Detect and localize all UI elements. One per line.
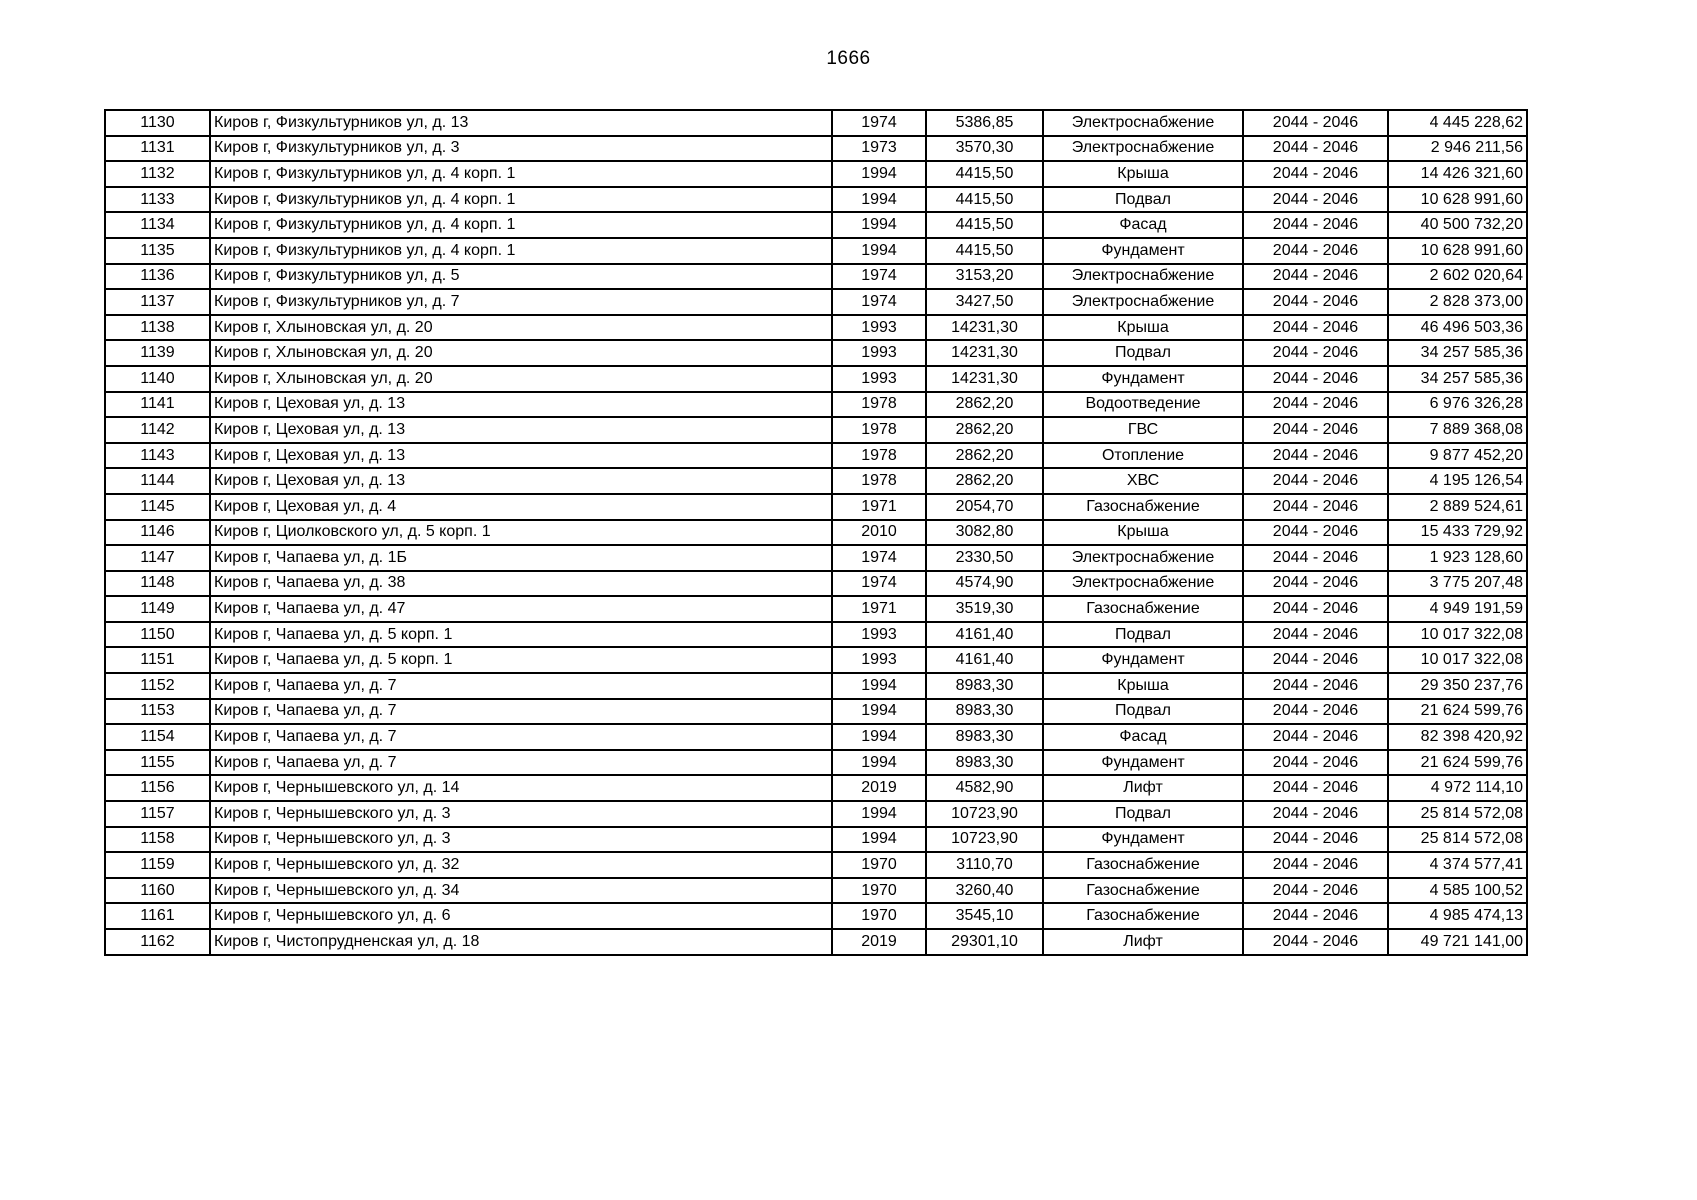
work-type-cell: ХВС: [1043, 468, 1243, 494]
work-type-cell: Электроснабжение: [1043, 545, 1243, 571]
area-cell: 4582,90: [926, 775, 1043, 801]
cost-cell: 1 923 128,60: [1388, 545, 1527, 571]
address-cell: Киров г, Чапаева ул, д. 5 корп. 1: [210, 622, 832, 648]
area-cell: 8983,30: [926, 673, 1043, 699]
table-row: [105, 801, 1527, 827]
work-type-cell: Электроснабжение: [1043, 289, 1243, 315]
year-built-cell: 1978: [832, 468, 926, 494]
year-built-cell: 1974: [832, 289, 926, 315]
cost-cell: 6 976 326,28: [1388, 392, 1527, 418]
table-row: [105, 289, 1527, 315]
row-number-cell: 1139: [105, 340, 210, 366]
row-number-cell: 1161: [105, 903, 210, 929]
area-cell: 2862,20: [926, 392, 1043, 418]
address-cell: Киров г, Цеховая ул, д. 13: [210, 417, 832, 443]
work-type-cell: Газоснабжение: [1043, 596, 1243, 622]
work-type-cell: Крыша: [1043, 161, 1243, 187]
year-built-cell: 1994: [832, 699, 926, 725]
cost-cell: 21 624 599,76: [1388, 699, 1527, 725]
table-row: [105, 494, 1527, 520]
area-cell: 4415,50: [926, 212, 1043, 238]
address-cell: Киров г, Чернышевского ул, д. 34: [210, 878, 832, 904]
period-cell: 2044 - 2046: [1243, 264, 1388, 290]
year-built-cell: 1994: [832, 801, 926, 827]
table-row: [105, 827, 1527, 853]
address-cell: Киров г, Циолковского ул, д. 5 корп. 1: [210, 520, 832, 546]
table-row: [105, 903, 1527, 929]
area-cell: 4415,50: [926, 187, 1043, 213]
cost-cell: 4 972 114,10: [1388, 775, 1527, 801]
period-cell: 2044 - 2046: [1243, 238, 1388, 264]
work-type-cell: Фундамент: [1043, 238, 1243, 264]
year-built-cell: 1994: [832, 212, 926, 238]
page-number: 1666: [826, 48, 871, 69]
work-type-cell: Фасад: [1043, 724, 1243, 750]
year-built-cell: 1974: [832, 110, 926, 136]
cost-cell: 15 433 729,92: [1388, 520, 1527, 546]
table-row: [105, 187, 1527, 213]
row-number-cell: 1157: [105, 801, 210, 827]
work-type-cell: Подвал: [1043, 622, 1243, 648]
table-row: [105, 750, 1527, 776]
area-cell: 14231,30: [926, 340, 1043, 366]
period-cell: 2044 - 2046: [1243, 571, 1388, 597]
work-type-cell: Подвал: [1043, 340, 1243, 366]
work-type-cell: Фундамент: [1043, 366, 1243, 392]
period-cell: 2044 - 2046: [1243, 212, 1388, 238]
year-built-cell: 1993: [832, 647, 926, 673]
cost-cell: 25 814 572,08: [1388, 827, 1527, 853]
table-row: [105, 545, 1527, 571]
area-cell: 3427,50: [926, 289, 1043, 315]
row-number-cell: 1145: [105, 494, 210, 520]
area-cell: 5386,85: [926, 110, 1043, 136]
row-number-cell: 1130: [105, 110, 210, 136]
row-number-cell: 1150: [105, 622, 210, 648]
area-cell: 8983,30: [926, 750, 1043, 776]
year-built-cell: 1994: [832, 724, 926, 750]
cost-cell: 21 624 599,76: [1388, 750, 1527, 776]
address-cell: Киров г, Чапаева ул, д. 7: [210, 724, 832, 750]
area-cell: 2054,70: [926, 494, 1043, 520]
row-number-cell: 1159: [105, 852, 210, 878]
cost-cell: 10 017 322,08: [1388, 647, 1527, 673]
row-number-cell: 1133: [105, 187, 210, 213]
table-row: [105, 852, 1527, 878]
address-cell: Киров г, Чернышевского ул, д. 6: [210, 903, 832, 929]
table-row: [105, 878, 1527, 904]
row-number-cell: 1151: [105, 647, 210, 673]
row-number-cell: 1149: [105, 596, 210, 622]
row-number-cell: 1142: [105, 417, 210, 443]
year-built-cell: 1994: [832, 827, 926, 853]
work-type-cell: Лифт: [1043, 775, 1243, 801]
table-row: [105, 264, 1527, 290]
period-cell: 2044 - 2046: [1243, 366, 1388, 392]
work-type-cell: Фасад: [1043, 212, 1243, 238]
address-cell: Киров г, Чапаева ул, д. 7: [210, 750, 832, 776]
work-type-cell: Электроснабжение: [1043, 110, 1243, 136]
period-cell: 2044 - 2046: [1243, 545, 1388, 571]
row-number-cell: 1143: [105, 443, 210, 469]
row-number-cell: 1158: [105, 827, 210, 853]
address-cell: Киров г, Цеховая ул, д. 13: [210, 443, 832, 469]
cost-cell: 46 496 503,36: [1388, 315, 1527, 341]
address-cell: Киров г, Чернышевского ул, д. 3: [210, 801, 832, 827]
cost-cell: 2 946 211,56: [1388, 136, 1527, 162]
address-cell: Киров г, Чапаева ул, д. 1Б: [210, 545, 832, 571]
period-cell: 2044 - 2046: [1243, 903, 1388, 929]
work-type-cell: Фундамент: [1043, 750, 1243, 776]
year-built-cell: 1993: [832, 622, 926, 648]
address-cell: Киров г, Чапаева ул, д. 5 корп. 1: [210, 647, 832, 673]
cost-cell: 82 398 420,92: [1388, 724, 1527, 750]
cost-cell: 2 602 020,64: [1388, 264, 1527, 290]
cost-cell: 40 500 732,20: [1388, 212, 1527, 238]
cost-cell: 14 426 321,60: [1388, 161, 1527, 187]
table-row: [105, 417, 1527, 443]
work-type-cell: Электроснабжение: [1043, 136, 1243, 162]
period-cell: 2044 - 2046: [1243, 520, 1388, 546]
table-row: [105, 315, 1527, 341]
address-cell: Киров г, Хлыновская ул, д. 20: [210, 340, 832, 366]
area-cell: 10723,90: [926, 801, 1043, 827]
row-number-cell: 1134: [105, 212, 210, 238]
table-row: [105, 392, 1527, 418]
year-built-cell: 1994: [832, 673, 926, 699]
cost-cell: 4 949 191,59: [1388, 596, 1527, 622]
table-body: [105, 110, 1527, 955]
year-built-cell: 1978: [832, 443, 926, 469]
area-cell: 8983,30: [926, 699, 1043, 725]
year-built-cell: 1993: [832, 340, 926, 366]
address-cell: Киров г, Чернышевского ул, д. 3: [210, 827, 832, 853]
table-row: [105, 724, 1527, 750]
address-cell: Киров г, Физкультурников ул, д. 4 корп. 1: [210, 161, 832, 187]
year-built-cell: 1994: [832, 187, 926, 213]
period-cell: 2044 - 2046: [1243, 852, 1388, 878]
work-type-cell: Газоснабжение: [1043, 878, 1243, 904]
work-type-cell: Крыша: [1043, 520, 1243, 546]
year-built-cell: 1994: [832, 750, 926, 776]
year-built-cell: 1971: [832, 494, 926, 520]
period-cell: 2044 - 2046: [1243, 699, 1388, 725]
row-number-cell: 1131: [105, 136, 210, 162]
area-cell: 3570,30: [926, 136, 1043, 162]
table-row: [105, 161, 1527, 187]
area-cell: 3153,20: [926, 264, 1043, 290]
work-type-cell: Газоснабжение: [1043, 903, 1243, 929]
cost-cell: 34 257 585,36: [1388, 340, 1527, 366]
row-number-cell: 1156: [105, 775, 210, 801]
address-cell: Киров г, Физкультурников ул, д. 3: [210, 136, 832, 162]
area-cell: 3082,80: [926, 520, 1043, 546]
year-built-cell: 1974: [832, 264, 926, 290]
row-number-cell: 1140: [105, 366, 210, 392]
table-row: [105, 699, 1527, 725]
work-type-cell: Газоснабжение: [1043, 494, 1243, 520]
address-cell: Киров г, Физкультурников ул, д. 4 корп. 1: [210, 187, 832, 213]
period-cell: 2044 - 2046: [1243, 136, 1388, 162]
area-cell: 4161,40: [926, 622, 1043, 648]
work-type-cell: Водоотведение: [1043, 392, 1243, 418]
cost-cell: 7 889 368,08: [1388, 417, 1527, 443]
period-cell: 2044 - 2046: [1243, 647, 1388, 673]
row-number-cell: 1152: [105, 673, 210, 699]
area-cell: 3545,10: [926, 903, 1043, 929]
row-number-cell: 1132: [105, 161, 210, 187]
area-cell: 2862,20: [926, 468, 1043, 494]
area-cell: 4415,50: [926, 238, 1043, 264]
period-cell: 2044 - 2046: [1243, 775, 1388, 801]
period-cell: 2044 - 2046: [1243, 596, 1388, 622]
area-cell: 3110,70: [926, 852, 1043, 878]
period-cell: 2044 - 2046: [1243, 468, 1388, 494]
table-row: [105, 110, 1527, 136]
period-cell: 2044 - 2046: [1243, 187, 1388, 213]
cost-cell: 4 585 100,52: [1388, 878, 1527, 904]
table-row: [105, 136, 1527, 162]
area-cell: 4415,50: [926, 161, 1043, 187]
year-built-cell: 1994: [832, 238, 926, 264]
period-cell: 2044 - 2046: [1243, 494, 1388, 520]
cost-cell: 25 814 572,08: [1388, 801, 1527, 827]
period-cell: 2044 - 2046: [1243, 417, 1388, 443]
row-number-cell: 1154: [105, 724, 210, 750]
year-built-cell: 1978: [832, 417, 926, 443]
area-cell: 4574,90: [926, 571, 1043, 597]
cost-cell: 2 889 524,61: [1388, 494, 1527, 520]
year-built-cell: 1970: [832, 852, 926, 878]
area-cell: 4161,40: [926, 647, 1043, 673]
address-cell: Киров г, Цеховая ул, д. 13: [210, 392, 832, 418]
period-cell: 2044 - 2046: [1243, 289, 1388, 315]
row-number-cell: 1147: [105, 545, 210, 571]
table-row: [105, 238, 1527, 264]
row-number-cell: 1144: [105, 468, 210, 494]
address-cell: Киров г, Чапаева ул, д. 47: [210, 596, 832, 622]
period-cell: 2044 - 2046: [1243, 110, 1388, 136]
area-cell: 3260,40: [926, 878, 1043, 904]
year-built-cell: 1974: [832, 545, 926, 571]
row-number-cell: 1162: [105, 929, 210, 955]
area-cell: 14231,30: [926, 366, 1043, 392]
address-cell: Киров г, Физкультурников ул, д. 4 корп. 1: [210, 238, 832, 264]
period-cell: 2044 - 2046: [1243, 878, 1388, 904]
table-row: [105, 775, 1527, 801]
year-built-cell: 1993: [832, 366, 926, 392]
work-type-cell: Крыша: [1043, 315, 1243, 341]
work-type-cell: Подвал: [1043, 187, 1243, 213]
cost-cell: 4 985 474,13: [1388, 903, 1527, 929]
address-cell: Киров г, Чапаева ул, д. 7: [210, 673, 832, 699]
work-type-cell: Лифт: [1043, 929, 1243, 955]
table-row: [105, 596, 1527, 622]
period-cell: 2044 - 2046: [1243, 673, 1388, 699]
table-row: [105, 340, 1527, 366]
address-cell: Киров г, Чернышевского ул, д. 14: [210, 775, 832, 801]
cost-cell: 4 374 577,41: [1388, 852, 1527, 878]
period-cell: 2044 - 2046: [1243, 724, 1388, 750]
period-cell: 2044 - 2046: [1243, 929, 1388, 955]
address-cell: Киров г, Чистопрудненская ул, д. 18: [210, 929, 832, 955]
table-row: [105, 468, 1527, 494]
area-cell: 2330,50: [926, 545, 1043, 571]
work-type-cell: Фундамент: [1043, 647, 1243, 673]
table-row: [105, 366, 1527, 392]
year-built-cell: 1978: [832, 392, 926, 418]
table-row: [105, 622, 1527, 648]
table-row: [105, 647, 1527, 673]
work-type-cell: Электроснабжение: [1043, 264, 1243, 290]
year-built-cell: 2019: [832, 929, 926, 955]
table-row: [105, 443, 1527, 469]
address-cell: Киров г, Физкультурников ул, д. 5: [210, 264, 832, 290]
period-cell: 2044 - 2046: [1243, 161, 1388, 187]
area-cell: 3519,30: [926, 596, 1043, 622]
address-cell: Киров г, Физкультурников ул, д. 4 корп. 1: [210, 212, 832, 238]
table-row: [105, 520, 1527, 546]
year-built-cell: 1970: [832, 878, 926, 904]
cost-cell: 4 445 228,62: [1388, 110, 1527, 136]
cost-cell: 49 721 141,00: [1388, 929, 1527, 955]
year-built-cell: 1993: [832, 315, 926, 341]
period-cell: 2044 - 2046: [1243, 622, 1388, 648]
period-cell: 2044 - 2046: [1243, 827, 1388, 853]
row-number-cell: 1146: [105, 520, 210, 546]
year-built-cell: 1973: [832, 136, 926, 162]
cost-cell: 9 877 452,20: [1388, 443, 1527, 469]
row-number-cell: 1135: [105, 238, 210, 264]
address-cell: Киров г, Хлыновская ул, д. 20: [210, 315, 832, 341]
work-type-cell: Подвал: [1043, 801, 1243, 827]
period-cell: 2044 - 2046: [1243, 801, 1388, 827]
work-type-cell: Подвал: [1043, 699, 1243, 725]
area-cell: 2862,20: [926, 443, 1043, 469]
cost-cell: 34 257 585,36: [1388, 366, 1527, 392]
address-cell: Киров г, Чапаева ул, д. 38: [210, 571, 832, 597]
row-number-cell: 1136: [105, 264, 210, 290]
year-built-cell: 1971: [832, 596, 926, 622]
year-built-cell: 1970: [832, 903, 926, 929]
cost-cell: 3 775 207,48: [1388, 571, 1527, 597]
row-number-cell: 1138: [105, 315, 210, 341]
cost-cell: 2 828 373,00: [1388, 289, 1527, 315]
work-type-cell: Газоснабжение: [1043, 852, 1243, 878]
row-number-cell: 1160: [105, 878, 210, 904]
table-row: [105, 673, 1527, 699]
year-built-cell: 1994: [832, 161, 926, 187]
period-cell: 2044 - 2046: [1243, 392, 1388, 418]
cost-cell: 29 350 237,76: [1388, 673, 1527, 699]
work-type-cell: Отопление: [1043, 443, 1243, 469]
address-cell: Киров г, Физкультурников ул, д. 7: [210, 289, 832, 315]
address-cell: Киров г, Физкультурников ул, д. 13: [210, 110, 832, 136]
row-number-cell: 1148: [105, 571, 210, 597]
area-cell: 14231,30: [926, 315, 1043, 341]
year-built-cell: 2010: [832, 520, 926, 546]
work-type-cell: Электроснабжение: [1043, 571, 1243, 597]
cost-cell: 4 195 126,54: [1388, 468, 1527, 494]
period-cell: 2044 - 2046: [1243, 750, 1388, 776]
address-cell: Киров г, Цеховая ул, д. 13: [210, 468, 832, 494]
period-cell: 2044 - 2046: [1243, 315, 1388, 341]
work-type-cell: Крыша: [1043, 673, 1243, 699]
area-cell: 10723,90: [926, 827, 1043, 853]
cost-cell: 10 017 322,08: [1388, 622, 1527, 648]
address-cell: Киров г, Хлыновская ул, д. 20: [210, 366, 832, 392]
row-number-cell: 1153: [105, 699, 210, 725]
address-cell: Киров г, Цеховая ул, д. 4: [210, 494, 832, 520]
year-built-cell: 1974: [832, 571, 926, 597]
row-number-cell: 1137: [105, 289, 210, 315]
table-row: [105, 929, 1527, 955]
repair-schedule-table: [104, 109, 1528, 956]
row-number-cell: 1141: [105, 392, 210, 418]
work-type-cell: Фундамент: [1043, 827, 1243, 853]
area-cell: 8983,30: [926, 724, 1043, 750]
table-row: [105, 212, 1527, 238]
row-number-cell: 1155: [105, 750, 210, 776]
cost-cell: 10 628 991,60: [1388, 238, 1527, 264]
area-cell: 29301,10: [926, 929, 1043, 955]
table-row: [105, 571, 1527, 597]
address-cell: Киров г, Чернышевского ул, д. 32: [210, 852, 832, 878]
work-type-cell: ГВС: [1043, 417, 1243, 443]
cost-cell: 10 628 991,60: [1388, 187, 1527, 213]
year-built-cell: 2019: [832, 775, 926, 801]
area-cell: 2862,20: [926, 417, 1043, 443]
period-cell: 2044 - 2046: [1243, 340, 1388, 366]
address-cell: Киров г, Чапаева ул, д. 7: [210, 699, 832, 725]
period-cell: 2044 - 2046: [1243, 443, 1388, 469]
